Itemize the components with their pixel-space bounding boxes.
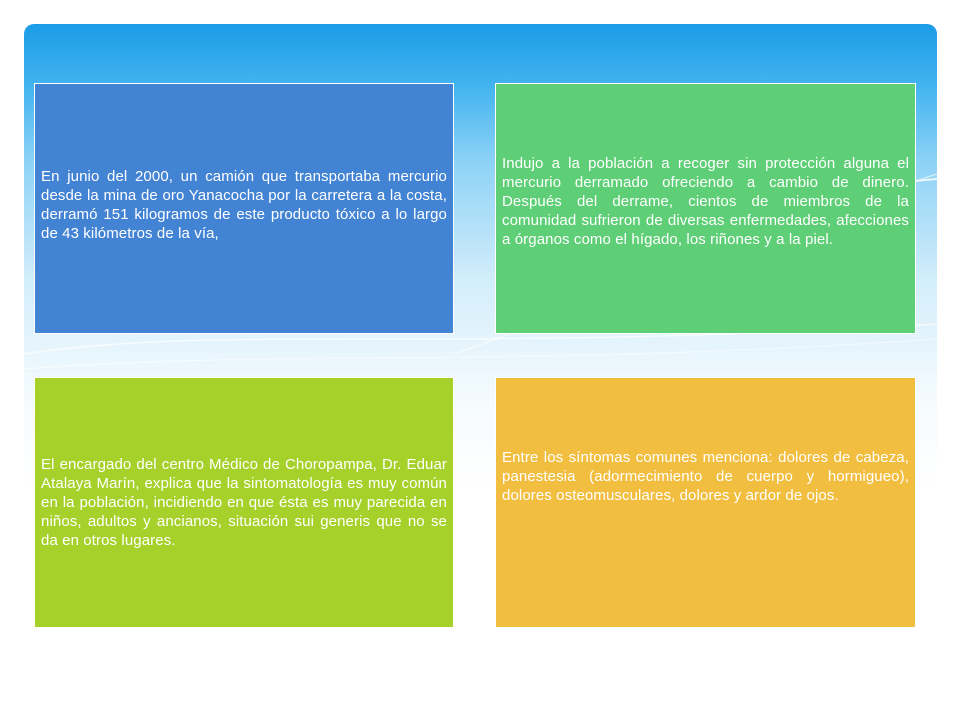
info-box-derrame-text: En junio del 2000, un camión que transportaba mercurio desde la mina de oro Yanacocha por la carretera a la costa, derramó 151 kilogramos de este producto tóxico a lo largo de 43 kilómetros de la vía,: [41, 167, 447, 242]
info-box-derrame: [34, 83, 454, 334]
info-box-sintomas-text: Entre los síntomas comunes menciona: dolores de cabeza, panestesia (adormecimiento de cuerpo y hormigueo), dolores osteomusculares, dolores y ardor de ojos.: [502, 449, 909, 504]
info-box-sintomas: [495, 377, 916, 628]
info-box-centro-medico-text: El encargado del centro Médico de Choropampa, Dr. Eduar Atalaya Marín, explica que la sintomatología es muy común en la población, incidiendo en que ésta es muy parecida en niños, adultos y ancianos, situación sui generis que no se da en otros lugares.: [41, 456, 447, 549]
info-box-poblacion-text: Indujo a la población a recoger sin protección alguna el mercurio derramado ofreciendo a cambio de dinero. Después del derrame, cientos de miembros de la comunidad sufrieron de diversas enfermedades, afecciones a órganos como el hígado, los riñones y a la piel.: [502, 155, 909, 248]
info-box-poblacion: [495, 83, 916, 334]
info-box-centro-medico: [34, 377, 454, 628]
